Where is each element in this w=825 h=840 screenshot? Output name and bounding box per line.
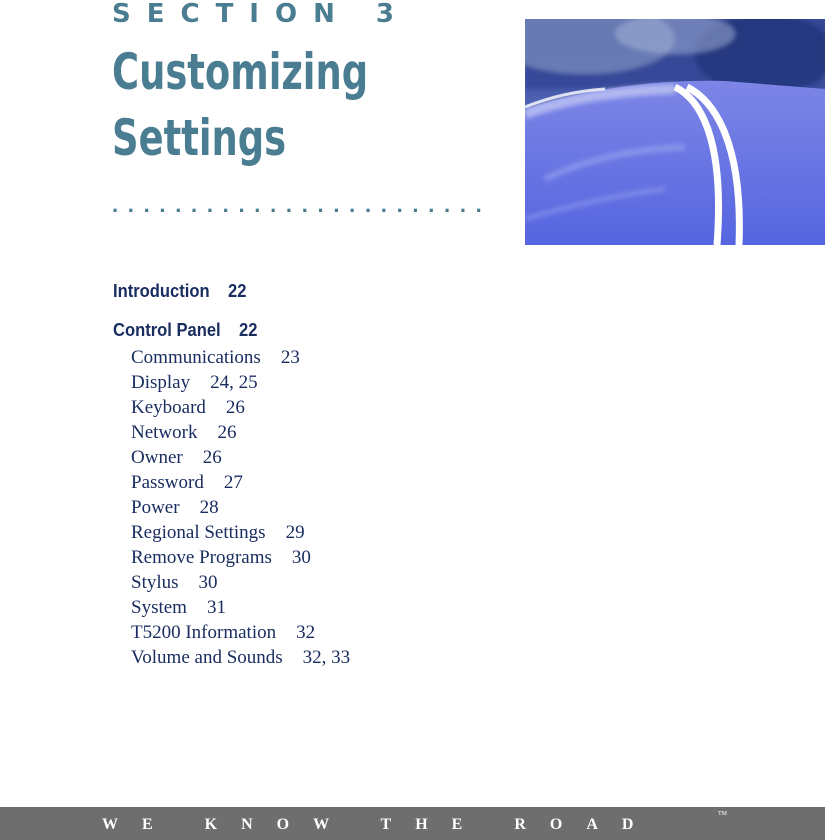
toc-item-t5200-information[interactable] xyxy=(131,620,350,645)
toc-item-communications[interactable] xyxy=(131,345,350,370)
toc-item-page: 24, 25 xyxy=(210,372,258,393)
toc-item-label: Network xyxy=(131,422,198,443)
toc-item-page: 29 xyxy=(285,522,305,543)
toc-item-list xyxy=(131,345,350,670)
footer-bar xyxy=(0,807,825,840)
toc-item-label: Display xyxy=(131,372,191,393)
toc-item-label: Regional Settings xyxy=(131,522,266,543)
toc-item-power[interactable] xyxy=(131,495,350,520)
toc-heading-label: Control Panel xyxy=(113,320,221,340)
toc-item-page: 26 xyxy=(217,422,237,443)
section-label: SECTION 3 xyxy=(112,0,410,29)
toc-item-label: Power xyxy=(131,497,180,518)
toc-item-page: 28 xyxy=(199,497,219,518)
toc-item-label: Stylus xyxy=(131,572,179,593)
toc-item-keyboard[interactable] xyxy=(131,395,350,420)
toc-item-label: T5200 Information xyxy=(131,622,277,643)
toc-item-owner[interactable] xyxy=(131,445,350,470)
toc-item-remove-programs[interactable] xyxy=(131,545,350,570)
footer-slogan: WE KNOW THE ROAD xyxy=(102,816,658,833)
toc-item-page: 31 xyxy=(206,597,226,618)
road-photo xyxy=(525,19,825,245)
toc-item-label: Password xyxy=(131,472,204,493)
toc-item-page: 26 xyxy=(202,447,222,468)
toc-item-display[interactable] xyxy=(131,370,350,395)
toc-item-page: 30 xyxy=(291,547,311,568)
toc-item-system[interactable] xyxy=(131,595,350,620)
toc-item-page: 26 xyxy=(225,397,245,418)
toc-heading-page: 22 xyxy=(227,281,247,301)
toc-item-label: Remove Programs xyxy=(131,547,272,568)
toc-item-page: 23 xyxy=(280,347,300,368)
toc-item-page: 30 xyxy=(198,572,218,593)
dotted-rule: ........................ xyxy=(112,192,492,217)
toc-item-label: System xyxy=(131,597,187,618)
page-title-line-1: Customizing xyxy=(112,43,369,101)
toc-item-password[interactable] xyxy=(131,470,350,495)
toc-item-page: 32, 33 xyxy=(302,647,351,668)
toc-item-regional-settings[interactable] xyxy=(131,520,350,545)
page-title-line-2: Settings xyxy=(112,109,287,167)
toc-item-label: Volume and Sounds xyxy=(131,647,283,668)
toc-item-network[interactable] xyxy=(131,420,350,445)
road-photo-image xyxy=(525,19,825,245)
toc-heading-page: 22 xyxy=(239,320,258,340)
toc-item-label: Owner xyxy=(131,447,183,468)
toc-item-label: Keyboard xyxy=(131,397,206,418)
toc-item-page: 32 xyxy=(296,622,316,643)
toc-item-stylus[interactable] xyxy=(131,570,350,595)
footer-trademark: TM xyxy=(718,811,727,817)
toc-item-page: 27 xyxy=(223,472,243,493)
toc-heading-control-panel[interactable] xyxy=(113,318,257,342)
toc-item-label: Communications xyxy=(131,347,261,368)
toc-heading-introduction[interactable] xyxy=(113,279,246,303)
toc-item-volume-and-sounds[interactable] xyxy=(131,645,350,670)
toc-heading-label: Introduction xyxy=(113,281,210,301)
